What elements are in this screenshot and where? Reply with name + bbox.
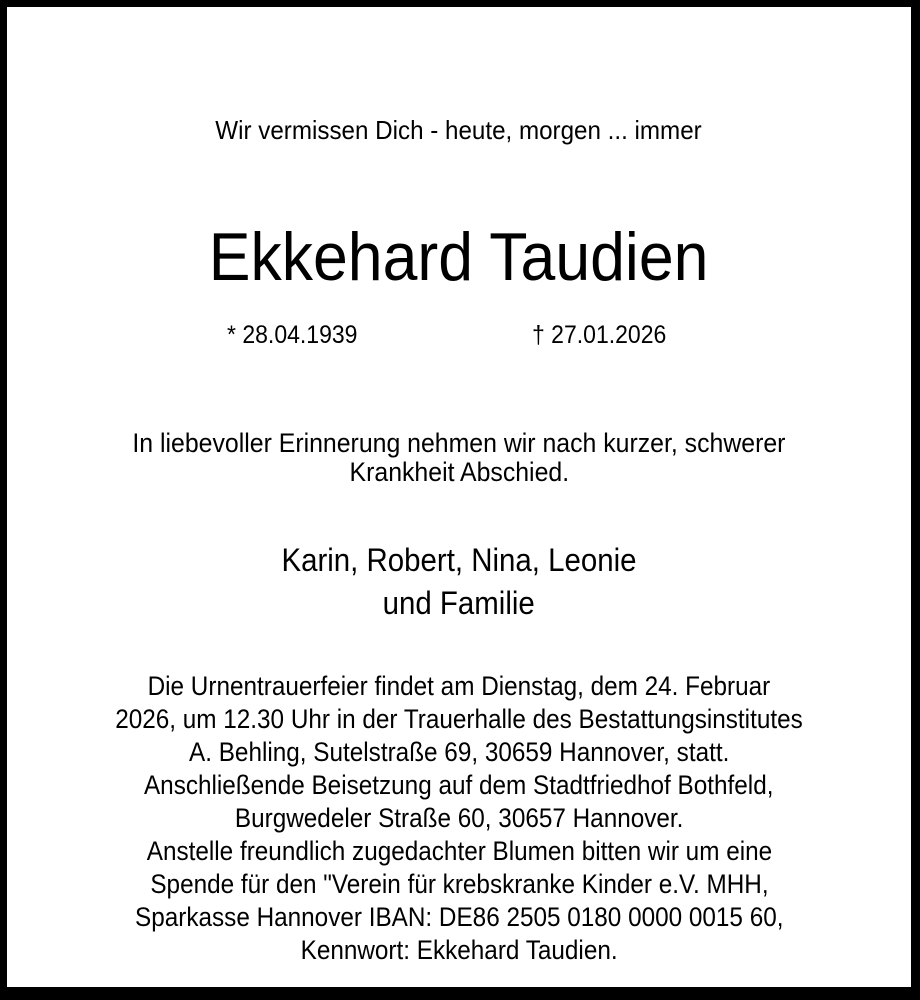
service-line-text: Spende für den "Verein für krebskranke Kinder e.V. MHH,: [149, 869, 769, 899]
service-line-text: Sparkasse Hannover IBAN: DE86 2505 0180 0000 0015 60,: [134, 902, 784, 932]
motto-text: Wir vermissen Dich - heute, morgen ... immer: [215, 115, 703, 145]
service-line: [7, 871, 911, 904]
service-line-text: Burgwedeler Straße 60, 30657 Hannover.: [234, 803, 684, 833]
motto-line: [7, 117, 911, 143]
service-line: [7, 937, 911, 970]
service-line-text: Anschließende Beisetzung auf dem Stadtfriedhof Bothfeld,: [144, 770, 774, 800]
family-line: [7, 544, 911, 587]
family-line-text: Karin, Robert, Nina, Leonie: [281, 542, 637, 578]
farewell-paragraph: [7, 430, 911, 488]
farewell-line-text: Krankheit Abschied.: [349, 457, 569, 487]
service-line-text: Die Urnentrauerfeier findet am Dienstag, dem 24. Februar: [147, 671, 771, 701]
service-line: [7, 673, 911, 706]
service-details: [7, 673, 911, 970]
service-line-text: Kennwort: Ekkehard Taudien.: [300, 935, 618, 965]
farewell-line: [7, 430, 911, 459]
obituary-notice: [7, 7, 911, 987]
family-signature: [7, 544, 911, 630]
family-line-text: und Familie: [382, 585, 536, 621]
service-line-text: A. Behling, Sutelstraße 69, 30659 Hannover, statt.: [188, 737, 730, 767]
life-dates: [7, 323, 911, 353]
family-line: [7, 587, 911, 630]
death-date: [532, 323, 678, 348]
farewell-line-text: In liebevoller Erinnerung nehmen wir nach kurzer, schwerer: [132, 428, 786, 458]
service-line: [7, 772, 911, 805]
deceased-name-text: Ekkehard Taudien: [209, 219, 709, 295]
birth-date: [227, 323, 369, 348]
service-line: [7, 838, 911, 871]
service-line: [7, 904, 911, 937]
deceased-name: [7, 219, 911, 295]
birth-date-text: * 28.04.1939: [227, 321, 358, 349]
service-line: [7, 706, 911, 739]
service-line: [7, 805, 911, 838]
service-line-text: 2026, um 12.30 Uhr in der Trauerhalle des Bestattungsinstitutes: [115, 704, 803, 734]
service-line: [7, 739, 911, 772]
service-line-text: Anstelle freundlich zugedachter Blumen bitten wir um eine: [146, 836, 772, 866]
death-date-text: † 27.01.2026: [532, 321, 667, 349]
farewell-line: [7, 459, 911, 488]
